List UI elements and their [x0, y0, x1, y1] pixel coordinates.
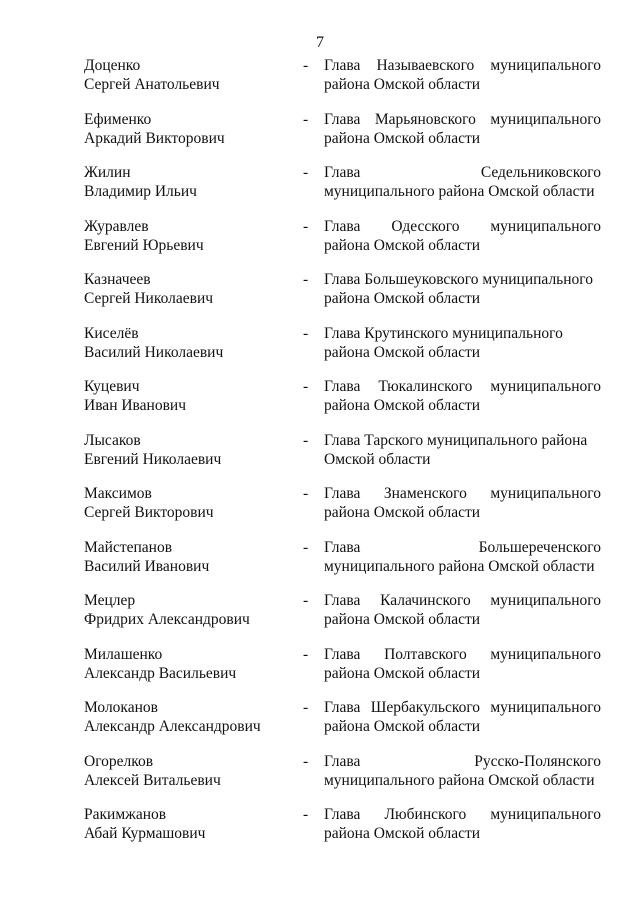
position-line-2: района Омской области	[324, 664, 481, 682]
list-item	[0, 484, 640, 538]
surname: Ракимжанов	[84, 806, 167, 823]
position-title	[324, 698, 601, 736]
given-names: Иван Иванович	[84, 397, 186, 414]
dash-separator: -	[303, 431, 309, 449]
person-name	[84, 110, 294, 148]
position-line-1	[324, 698, 601, 717]
person-name	[84, 591, 294, 629]
list-item	[0, 324, 640, 378]
position-line-2: района Омской области	[324, 825, 481, 842]
surname: Ефименко	[84, 110, 152, 128]
list-item	[0, 698, 640, 752]
word: Знаменского	[383, 485, 467, 502]
surname: Молоканов	[84, 699, 158, 716]
dash-separator: -	[303, 592, 309, 609]
word: муниципального	[490, 806, 601, 823]
dash-separator: -	[303, 752, 309, 770]
dash-separator: -	[303, 271, 309, 288]
word: Глава	[324, 752, 361, 770]
dash-separator: -	[303, 699, 309, 716]
position-title	[324, 591, 601, 629]
position-line-1	[324, 56, 601, 75]
given-names: Аркадий Викторович	[84, 129, 225, 147]
given-names: Владимир Ильич	[84, 183, 197, 200]
position-line-1	[324, 217, 601, 236]
position-line-2: района Омской области	[324, 290, 481, 307]
given-names: Сергей Викторович	[84, 504, 214, 521]
word: Глава	[324, 592, 361, 609]
surname: Мецлер	[84, 592, 136, 609]
word: Калачинского	[380, 592, 471, 609]
given-names: Александр Васильевич	[84, 664, 237, 682]
position-title	[324, 538, 601, 576]
position-title	[324, 110, 601, 148]
list-item	[0, 645, 640, 699]
word: муниципального	[490, 57, 601, 74]
person-name	[84, 56, 294, 94]
position-title	[324, 805, 601, 843]
person-name	[84, 270, 294, 308]
position-line-2: района Омской области	[324, 718, 481, 735]
word: муниципального	[490, 217, 601, 235]
dash-separator: -	[303, 645, 309, 663]
position-line-2: района Омской области	[324, 236, 481, 254]
position-line-2: района Омской области	[324, 129, 481, 147]
given-names: Фридрих Александрович	[84, 611, 250, 628]
list-item	[0, 217, 640, 271]
list-item	[0, 270, 640, 324]
given-names: Евгений Николаевич	[84, 450, 222, 468]
word: Любинского	[384, 806, 467, 823]
surname: Огорелков	[84, 752, 154, 770]
given-names: Василий Иванович	[84, 557, 210, 575]
position-title	[324, 645, 601, 683]
word: Одесского	[391, 217, 460, 235]
position-line-2: муниципального района Омской области	[324, 771, 595, 789]
dash-separator: -	[303, 324, 309, 342]
list-item	[0, 163, 640, 217]
position-line-2: района Омской области	[324, 76, 481, 93]
list-item	[0, 591, 640, 645]
position-line-2: района Омской области	[324, 343, 481, 361]
person-name	[84, 377, 294, 415]
word: Шербакульского	[370, 699, 481, 716]
given-names: Сергей Николаевич	[84, 290, 214, 307]
given-names: Абай Курмашович	[84, 825, 206, 842]
person-name	[84, 484, 294, 522]
position-title	[324, 270, 601, 308]
position-line-1	[324, 110, 601, 129]
position-line-1	[324, 484, 601, 503]
position-line-1	[324, 163, 601, 182]
position-title	[324, 163, 601, 201]
given-names: Сергей Анатольевич	[84, 76, 220, 93]
word: Седельниковского	[480, 164, 601, 181]
position-line-1	[324, 591, 601, 610]
word: Русско-Полянского	[474, 752, 601, 770]
position-title	[324, 217, 601, 255]
word: муниципального	[490, 378, 601, 395]
given-names: Василий Николаевич	[84, 343, 224, 361]
position-line-1: Глава Крутинского муниципального	[324, 324, 563, 342]
person-name	[84, 538, 294, 576]
position-line-2: Омской области	[324, 450, 431, 468]
list-item	[0, 56, 640, 110]
word: муниципального	[490, 592, 601, 609]
person-name	[84, 805, 294, 843]
dash-separator: -	[303, 806, 309, 823]
word: муниципального	[490, 645, 601, 663]
dash-separator: -	[303, 164, 309, 181]
surname: Майстепанов	[84, 538, 173, 556]
position-title	[324, 324, 601, 362]
given-names: Алексей Витальевич	[84, 771, 221, 789]
position-line-1: Глава Тарского муниципального района	[324, 431, 588, 449]
position-line-1: Глава Большеуковского муниципального	[324, 271, 594, 288]
position-title	[324, 484, 601, 522]
person-name	[84, 752, 294, 790]
word: Глава	[324, 217, 361, 235]
surname: Жилин	[84, 164, 131, 181]
officials-list	[0, 56, 640, 859]
word: Глава	[324, 538, 361, 556]
position-line-2: района Омской области	[324, 611, 481, 628]
position-line-1	[324, 377, 601, 396]
list-item	[0, 377, 640, 431]
given-names: Александр Александрович	[84, 718, 261, 735]
word: Глава	[324, 806, 361, 823]
word: Большереченского	[478, 538, 601, 556]
list-item	[0, 538, 640, 592]
list-item	[0, 110, 640, 164]
person-name	[84, 163, 294, 201]
surname: Максимов	[84, 485, 152, 502]
position-line-2: района Омской области	[324, 397, 481, 414]
surname: Куцевич	[84, 378, 140, 395]
word: Глава	[324, 485, 361, 502]
surname: Милашенко	[84, 645, 163, 663]
word: Глава	[324, 378, 361, 395]
dash-separator: -	[303, 485, 309, 502]
position-line-1	[324, 805, 601, 824]
dash-separator: -	[303, 378, 309, 395]
position-line-1	[324, 538, 601, 557]
word: Марьяновского	[374, 110, 476, 128]
word: Называевского	[376, 57, 475, 74]
list-item	[0, 805, 640, 859]
position-line-1	[324, 645, 601, 664]
word: Глава	[324, 164, 361, 181]
surname: Киселёв	[84, 324, 139, 342]
position-title	[324, 56, 601, 94]
word: Глава	[324, 57, 361, 74]
position-title	[324, 431, 601, 469]
position-line-2: муниципального района Омской области	[324, 557, 595, 575]
position-title	[324, 377, 601, 415]
word: муниципального	[490, 110, 601, 128]
dash-separator: -	[303, 538, 309, 556]
word: муниципального	[490, 485, 601, 502]
surname: Казначеев	[84, 271, 151, 288]
word: Глава	[324, 699, 361, 716]
list-item	[0, 752, 640, 806]
surname: Доценко	[84, 57, 141, 74]
surname: Лысаков	[84, 431, 141, 449]
person-name	[84, 324, 294, 362]
word: Полтавского	[384, 645, 467, 663]
word: Тюкалинского	[378, 378, 473, 395]
person-name	[84, 217, 294, 255]
given-names: Евгений Юрьевич	[84, 236, 204, 254]
person-name	[84, 698, 294, 736]
person-name	[84, 645, 294, 683]
page-number: 7	[316, 34, 324, 51]
surname: Журавлев	[84, 217, 149, 235]
dash-separator: -	[303, 57, 309, 74]
word: Глава	[324, 645, 361, 663]
person-name	[84, 431, 294, 469]
position-line-1	[324, 752, 601, 771]
list-item	[0, 431, 640, 485]
position-title	[324, 752, 601, 790]
position-line-2: муниципального района Омской области	[324, 183, 595, 200]
dash-separator: -	[303, 110, 309, 128]
dash-separator: -	[303, 217, 309, 235]
word: Глава	[324, 110, 361, 128]
word: муниципального	[490, 699, 601, 716]
position-line-2: района Омской области	[324, 504, 481, 521]
